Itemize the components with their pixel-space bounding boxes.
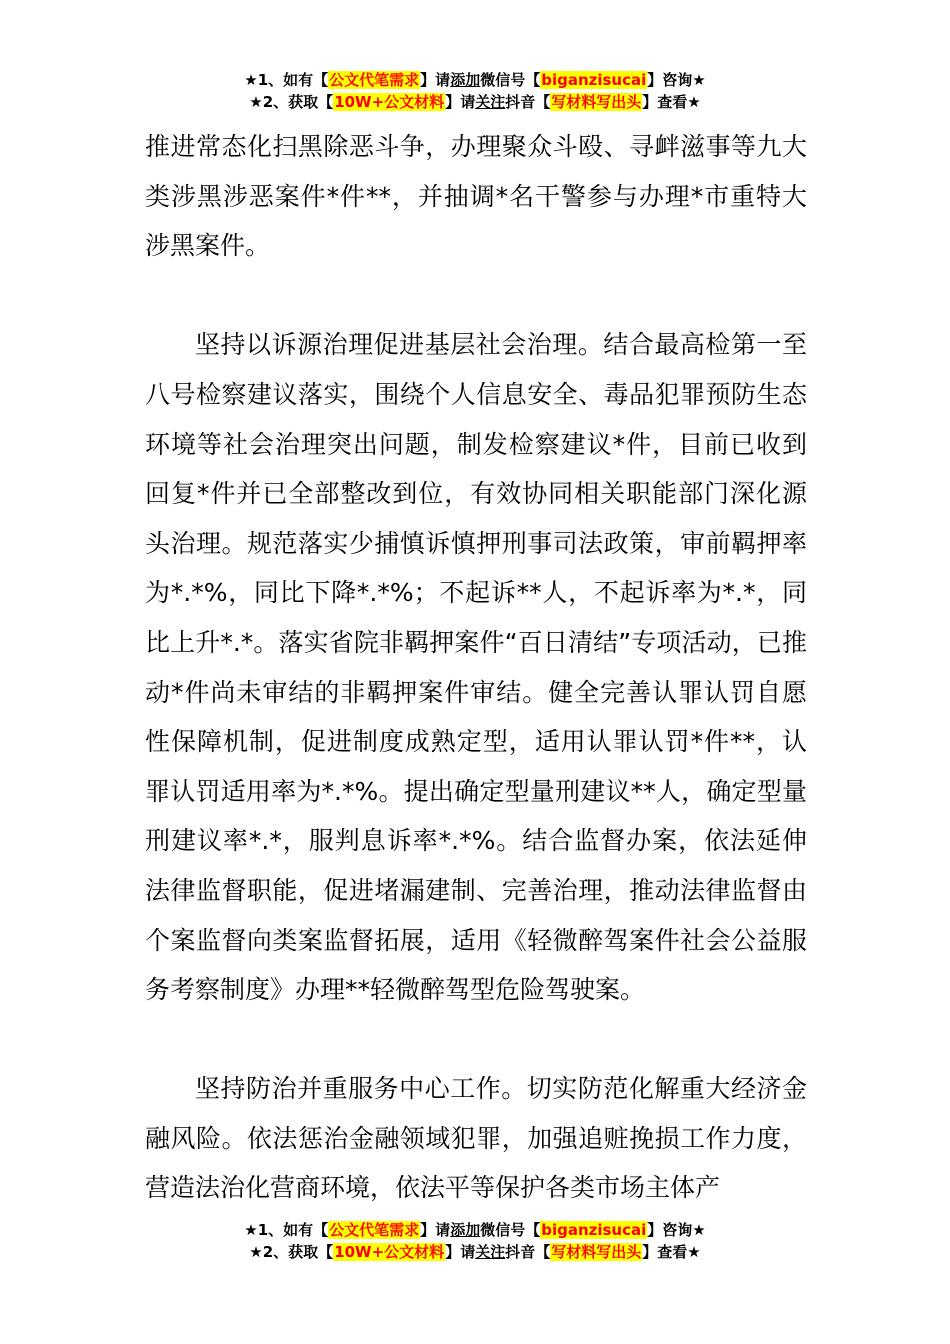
banner-highlight: 公文代笔需求 <box>329 1221 420 1239</box>
banner-line-1: ★1、如有【公文代笔需求】请添加微信号【biganzisucai】咨询★ <box>244 71 706 89</box>
paragraph: 坚持防治并重服务中心工作。切实防范化解重大经济金融风险。依法惩治金融领域犯罪，加强追赃挽损工作力度，营造法治化营商环境，依法平等保护各类市场主体产 <box>145 1074 807 1203</box>
banner-highlight: 写材料写出头 <box>551 93 642 111</box>
banner-line-1: ★1、如有【公文代笔需求】请添加微信号【biganzisucai】咨询★ <box>244 1221 706 1239</box>
banner-highlight: 写材料写出头 <box>551 1243 642 1261</box>
banner-line-2: ★2、获取【10W+公文材料】请关注抖音【写材料写出头】查看★ <box>249 1243 701 1261</box>
banner-highlight: biganzisucai <box>541 71 647 89</box>
footer-banner <box>0 1219 950 1263</box>
banner-highlight: biganzisucai <box>541 1221 647 1239</box>
banner-highlight: 10W+公文材料 <box>334 1243 445 1261</box>
paragraph: 坚持以诉源治理促进基层社会治理。结合最高检第一至八号检察建议落实，围绕个人信息安全、毒品犯罪预防生态环境等社会治理突出问题，制发检察建议*件，目前已收到回复*件并已全部整改到位，有效协同相关职能部门深化源头治理。规范落实少捕慎诉慎押刑事司法政策，审前羁押率为*.*%，同比下降*.*%；不起诉**人，不起诉率为*.*，同比上升*.*。落实省院非羁押案件“百日清结”专项活动，已推动*件尚未审结的非羁押案件审结。健全完善认罪认罚自愿性保障机制，促进制度成熟定型，适用认罪认罚*件**，认罪认罚适用率为*.*%。提出确定型量刑建议**人，确定型量刑建议率*.*，服判息诉率*.*%。结合监督办案，依法延伸法律监督职能，促进堵漏建制、完善治理，推动法律监督由个案监督向类案监督拓展，适用《轻微醉驾案件社会公益服务考察制度》办理**轻微醉驾型危险驾驶案。 <box>145 330 807 1005</box>
banner-highlight: 公文代笔需求 <box>329 71 420 89</box>
document-body <box>145 122 807 1213</box>
banner-line-2: ★2、获取【10W+公文材料】请关注抖音【写材料写出头】查看★ <box>249 93 701 111</box>
header-banner <box>0 69 950 113</box>
banner-highlight: 10W+公文材料 <box>334 93 445 111</box>
paragraph: 推进常态化扫黑除恶斗争，办理聚众斗殴、寻衅滋事等九大类涉黑涉恶案件*件**，并抽调*名干警参与办理*市重特大涉黑案件。 <box>145 132 807 261</box>
